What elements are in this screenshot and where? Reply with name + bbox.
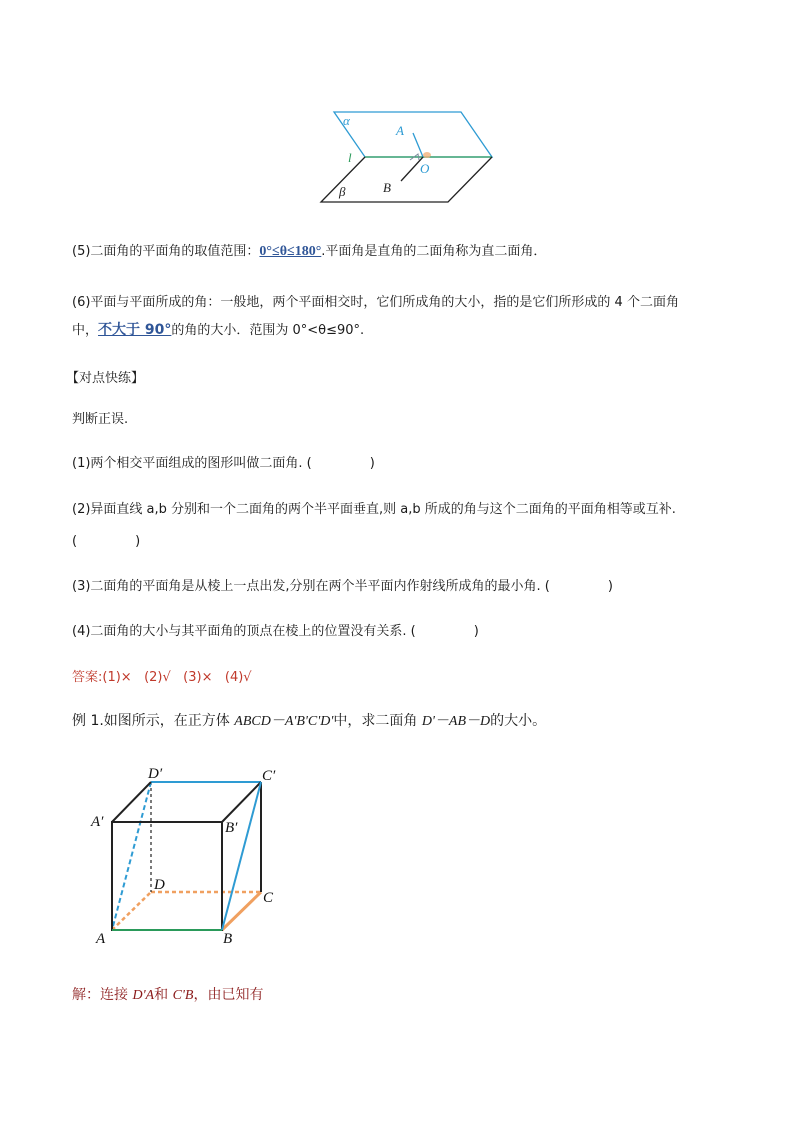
item-5: (5)二面角的平面角的取值范围：0°≤θ≤180°.平面角是直角的二面角称为直二面角． — [72, 244, 547, 259]
label-cp: C′ — [262, 768, 276, 784]
label-l: l — [348, 150, 352, 165]
edge-ad-dashed — [112, 892, 151, 930]
label-bp: B′ — [225, 820, 238, 836]
segment-cpb-name: C'B — [172, 988, 194, 1003]
segment-dpa — [112, 782, 151, 930]
label-o: O — [420, 161, 430, 176]
section-title: 【对点快练】 — [66, 371, 145, 386]
dihedral-angle-name: D'－AB－D — [421, 714, 491, 729]
instruction: 判断正误. — [72, 412, 129, 427]
question-2-blank: ( ) — [72, 534, 141, 549]
point-o-mark — [423, 152, 431, 158]
item-6-underlined: 不大于 90° — [98, 322, 172, 338]
segment-dpa-name: D'A — [132, 988, 155, 1003]
item-6-line1: (6)平面与平面所成的角：一般地，两个平面相交时，它们所成角的大小，指的是它们所形成的 4 个二面角 — [72, 295, 679, 310]
label-c: C — [263, 890, 274, 906]
example-1: 例 1.如图所示，在正方体 ABCD－A'B'C'D'中，求二面角 D'－AB－D的大小。 — [72, 713, 547, 729]
cube-figure — [88, 760, 288, 950]
label-alpha: α — [343, 113, 350, 128]
label-b: B — [383, 180, 391, 195]
solution: 解：连接 D'A和 C'B，由已知有 — [72, 987, 264, 1003]
question-1: (1)两个相交平面组成的图形叫做二面角. ( ) — [72, 456, 375, 471]
cube-name: ABCD－A'B'C'D' — [234, 714, 334, 729]
item-5-range: 0°≤θ≤180° — [259, 244, 322, 259]
label-ap: A′ — [91, 814, 104, 830]
question-3: (3)二面角的平面角是从棱上一点出发,分别在两个半平面内作射线所成角的最小角. ( ) — [72, 579, 613, 594]
label-b: B — [223, 931, 233, 947]
question-4: (4)二面角的大小与其平面角的顶点在棱上的位置没有关系. ( ) — [72, 624, 479, 639]
item-6-line2: 中，不大于 90°的角的大小．范围为 0°<θ≤90°. — [72, 322, 365, 338]
answers: 答案:(1)× (2)√ (3)× (4)√ — [72, 670, 252, 685]
label-dp: D′ — [148, 766, 163, 782]
label-a: A — [96, 931, 106, 947]
question-2: (2)异面直线 a,b 分别和一个二面角的两个半平面垂直,则 a,b 所成的角与这个二面角的平面角相等或互补. — [72, 502, 676, 517]
plane-beta — [321, 157, 492, 202]
label-a: A — [396, 123, 404, 138]
dihedral-angle-figure — [315, 104, 500, 208]
segment-cpb — [222, 782, 261, 930]
label-d: D — [154, 877, 165, 893]
label-beta: β — [339, 184, 346, 199]
